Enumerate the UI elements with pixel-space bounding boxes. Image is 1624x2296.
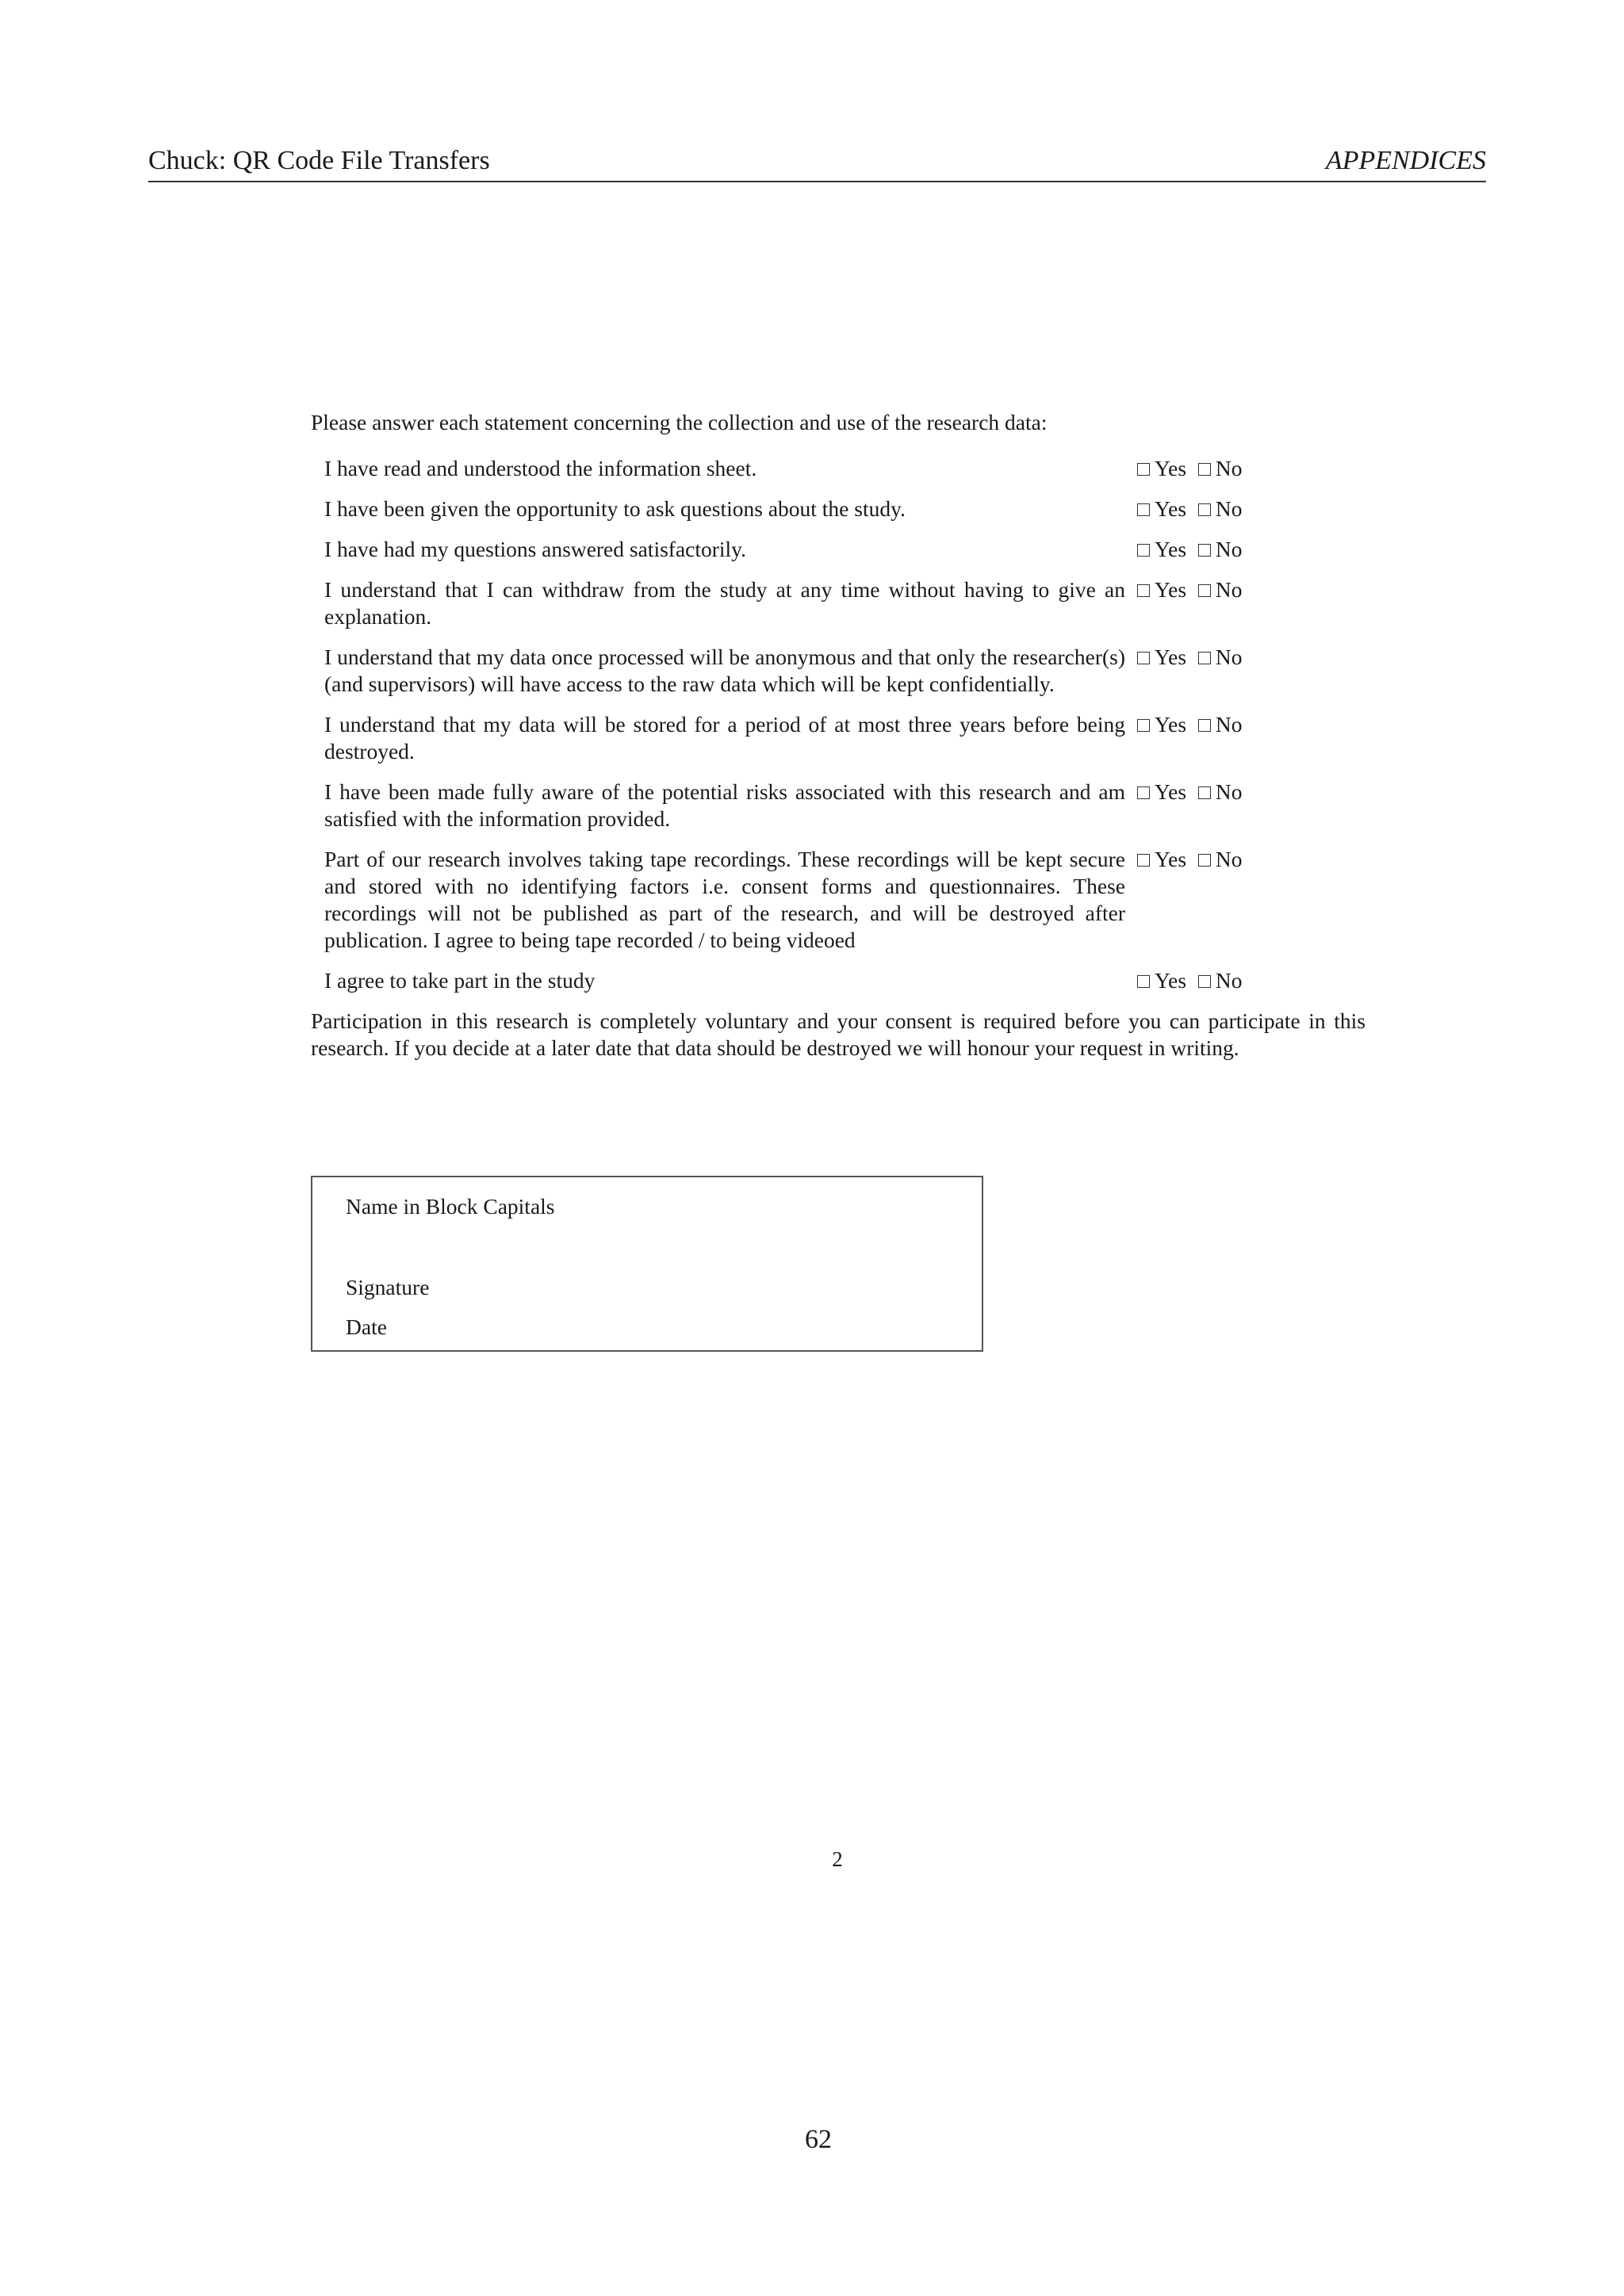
no-label: No — [1215, 496, 1243, 521]
no-checkbox[interactable] — [1198, 854, 1211, 867]
question-row — [311, 711, 1365, 765]
question-text: I have been given the opportunity to ask questions about the study. — [324, 496, 906, 521]
yes-label: Yes — [1155, 779, 1187, 804]
question-row — [311, 967, 1365, 994]
yes-no-options — [1137, 536, 1365, 563]
no-checkbox[interactable] — [1198, 544, 1211, 557]
question-text: Part of our research involves taking tape recordings. These recordings will be kept secure and stored with no identifying factors i.e. consent forms and questionnaires. These recordings will not be published as part of the research, and will be destroyed after publication. I agree to being tape recorded / to being videoed — [324, 847, 1125, 952]
signature-field-label: Signature — [346, 1275, 430, 1299]
participation-statement: Participation in this research is completely voluntary and your consent is required before you can participate in this research. If you decide at a later date that data should be destroyed we will honour your request in writing. — [311, 1008, 1365, 1060]
yes-checkbox[interactable] — [1137, 463, 1150, 476]
no-checkbox[interactable] — [1198, 503, 1211, 516]
no-checkbox[interactable] — [1198, 584, 1211, 597]
yes-no-options — [1137, 711, 1365, 765]
yes-checkbox[interactable] — [1137, 584, 1150, 597]
yes-label: Yes — [1155, 847, 1187, 871]
no-checkbox[interactable] — [1198, 975, 1211, 988]
no-checkbox[interactable] — [1198, 463, 1211, 476]
yes-checkbox[interactable] — [1137, 786, 1150, 799]
yes-checkbox[interactable] — [1137, 975, 1150, 988]
question-row — [311, 576, 1365, 630]
no-label: No — [1215, 537, 1243, 561]
yes-label: Yes — [1155, 537, 1187, 561]
question-row — [311, 536, 1365, 563]
no-checkbox[interactable] — [1198, 652, 1211, 664]
question-text: I understand that I can withdraw from the study at any time without having to give an explanation. — [324, 577, 1125, 629]
question-text: I agree to take part in the study — [324, 968, 596, 993]
question-row — [311, 455, 1365, 482]
yes-checkbox[interactable] — [1137, 544, 1150, 557]
inner-page-number: 2 — [832, 1847, 843, 1871]
question-text: I have been made fully aware of the potential risks associated with this research and am satisfied with the information provided. — [324, 779, 1125, 831]
question-row — [311, 644, 1365, 698]
yes-checkbox[interactable] — [1137, 854, 1150, 867]
question-text: I understand that my data will be stored for a period of at most three years before being destroyed. — [324, 712, 1125, 763]
yes-checkbox[interactable] — [1137, 503, 1150, 516]
yes-label: Yes — [1155, 968, 1187, 993]
yes-checkbox[interactable] — [1137, 652, 1150, 664]
question-row — [311, 496, 1365, 522]
yes-label: Yes — [1155, 577, 1187, 602]
question-text: I understand that my data once processed will be anonymous and that only the researcher(s) (and supervisors) will have access to the raw data which will be kept confidentially. — [324, 645, 1125, 696]
question-row — [311, 779, 1365, 832]
question-row — [311, 846, 1365, 954]
date-field-label: Date — [346, 1314, 387, 1339]
yes-no-options — [1137, 846, 1365, 954]
yes-no-options — [1137, 576, 1365, 630]
yes-no-options — [1137, 455, 1365, 482]
page-number: 62 — [805, 2125, 832, 2154]
yes-no-options — [1137, 779, 1365, 832]
no-checkbox[interactable] — [1198, 719, 1211, 732]
no-label: No — [1215, 645, 1243, 669]
yes-label: Yes — [1155, 645, 1187, 669]
yes-checkbox[interactable] — [1137, 719, 1150, 732]
no-label: No — [1215, 968, 1243, 993]
header-section: APPENDICES — [1325, 146, 1486, 175]
signature-box — [311, 1176, 983, 1352]
yes-no-options — [1137, 496, 1365, 522]
yes-label: Yes — [1155, 456, 1187, 480]
running-header — [148, 141, 1486, 182]
no-checkbox[interactable] — [1198, 786, 1211, 799]
question-text: I have read and understood the information sheet. — [324, 456, 757, 480]
no-label: No — [1215, 779, 1243, 804]
no-label: No — [1215, 712, 1243, 737]
yes-label: Yes — [1155, 496, 1187, 521]
name-field-label: Name in Block Capitals — [346, 1194, 555, 1219]
yes-label: Yes — [1155, 712, 1187, 737]
question-text: I have had my questions answered satisfactorily. — [324, 537, 747, 561]
no-label: No — [1215, 847, 1243, 871]
consent-form — [311, 409, 1365, 1062]
yes-no-options — [1137, 644, 1365, 698]
header-title: Chuck: QR Code File Transfers — [148, 146, 490, 175]
no-label: No — [1215, 577, 1243, 602]
no-label: No — [1215, 456, 1243, 480]
form-intro: Please answer each statement concerning the collection and use of the research data: — [311, 410, 1048, 434]
yes-no-options — [1137, 967, 1365, 994]
